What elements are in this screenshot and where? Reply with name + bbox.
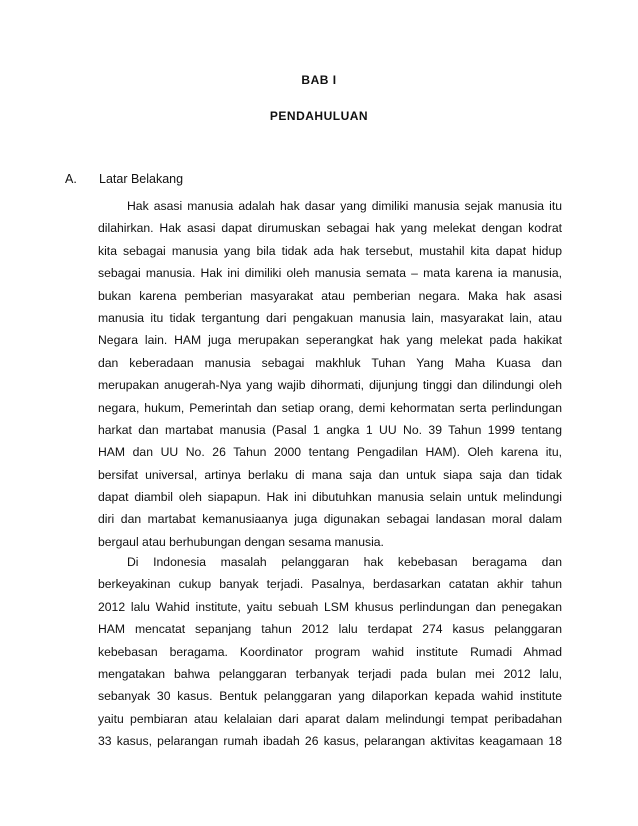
paragraph-line: kebebasan beragama. Koordinator program wahid institute Rumadi Ahmad (98, 644, 562, 659)
paragraph-line: dilahirkan. Hak asasi dapat dirumuskan sebagai hak yang melekat dengan kodrat (98, 221, 562, 236)
paragraph-line: 33 kasus, pelarangan rumah ibadah 26 kasus, pelarangan aktivitas keagamaan 18 (98, 734, 562, 749)
paragraph-line: sebagai manusia. Hak ini dimiliki oleh manusia semata – mata karena ia manusia, (98, 266, 562, 281)
section-title: Latar Belakang (99, 172, 184, 186)
paragraph-line: yaitu pembiaran atau kelalaian dari aparat dalam melindungi tempat peribadahan (98, 711, 562, 726)
paragraph-2 (98, 551, 562, 753)
paragraph-line: Hak asasi manusia adalah hak dasar yang dimiliki manusia sejak manusia itu (127, 199, 562, 213)
paragraph-line: merupakan anugerah-Nya yang wajib dihormati, dijunjung tinggi dan dilindungi oleh (98, 378, 562, 393)
paragraph-line: sebanyak 30 kasus. Bentuk pelanggaran yang dilaporkan kepada wahid institute (98, 689, 562, 704)
paragraph-line: HAM dan UU No. 26 Tahun 2000 tentang Pengadilan HAM). Oleh karena itu, (98, 445, 562, 460)
paragraph-line: harkat dan martabat manusia (Pasal 1 angka 1 UU No. 39 Tahun 1999 tentang (98, 422, 562, 437)
chapter-title: PENDAHULUAN (269, 109, 369, 123)
paragraph-line: negara, hukum, Pemerintah dan setiap orang, demi kehormatan serta perlindungan (98, 400, 562, 415)
paragraph-line: bergaul atau berhubungan dengan sesama manusia. (98, 534, 384, 549)
paragraph-line: kita sebagai manusia yang bila tidak ada hak tersebut, mustahil kita dapat hidup (98, 243, 562, 258)
paragraph-line: Di Indonesia masalah pelanggaran hak kebebasan beragama dan (127, 555, 562, 569)
section-letter: A. (65, 172, 77, 186)
paragraph-1 (98, 195, 562, 553)
paragraph-line: bukan karena pemberian masyarakat atau pemberian negara. Maka hak asasi (98, 288, 562, 303)
section-heading (65, 172, 183, 186)
paragraph-line: dan keberadaan manusia sebagai makhluk Tuhan Yang Maha Kuasa dan (98, 355, 562, 370)
paragraph-line: HAM mencatat sepanjang tahun 2012 lalu terdapat 274 kasus pelanggaran (98, 622, 562, 637)
paragraph-line: diri dan martabat kemanusiaanya juga digunakan sebagai landasan moral dalam (98, 512, 562, 527)
paragraph-line: 2012 lalu Wahid institute, yaitu sebuah LSM khusus perlindungan dan penegakan (98, 599, 562, 614)
paragraph-line: dapat diambil oleh siapapun. Hak ini dibutuhkan manusia selain untuk melindungi (98, 490, 562, 505)
chapter-number: BAB I (301, 73, 337, 87)
paragraph-line: Negara lain. HAM juga merupakan seperangkat hak yang melekat pada hakikat (98, 333, 562, 348)
paragraph-line: berkeyakinan cukup banyak terjadi. Pasalnya, berdasarkan catatan akhir tahun (98, 577, 562, 592)
paragraph-line: mengatakan bahwa pelanggaran terbanyak terjadi pada bulan mei 2012 lalu, (98, 666, 562, 681)
paragraph-line: manusia itu tidak tergantung dari pengakuan manusia lain, masyarakat lain, atau (98, 310, 562, 325)
paragraph-line: bersifat universal, artinya berlaku di mana saja dan untuk siapa saja dan tidak (98, 467, 562, 482)
